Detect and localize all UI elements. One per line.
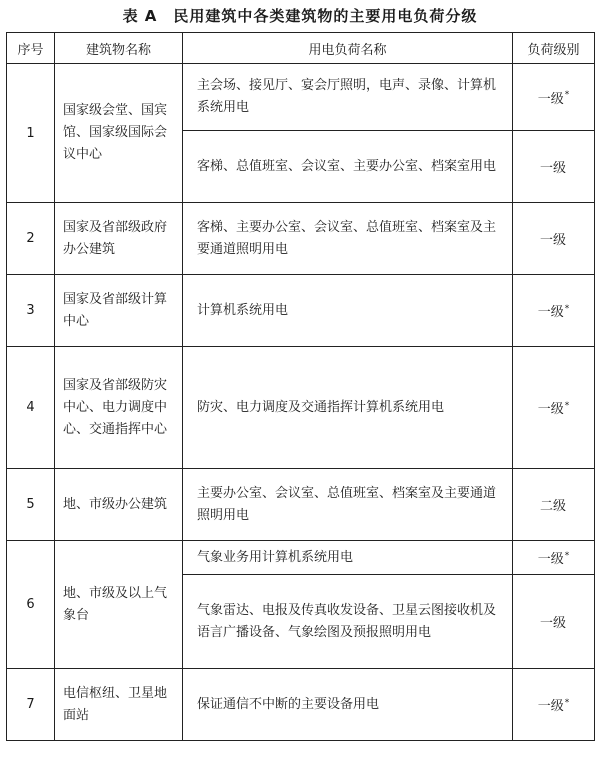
row-level: 二级 <box>513 469 595 541</box>
row-building: 国家及省部级政府办公建筑 <box>55 203 183 275</box>
row-building: 国家及省部级防灾中心、电力调度中心、交通指挥中心 <box>55 347 183 469</box>
table-row <box>7 64 595 131</box>
row-building: 地、市级办公建筑 <box>55 469 183 541</box>
table-row <box>7 203 595 275</box>
table-row <box>7 347 595 469</box>
row-seq: 5 <box>7 469 55 541</box>
row-seq: 7 <box>7 669 55 741</box>
table-row <box>7 669 595 741</box>
important-mark: * <box>564 303 570 314</box>
row-load: 计算机系统用电 <box>183 275 513 347</box>
table-row <box>7 469 595 541</box>
important-mark: * <box>564 400 570 411</box>
row-seq: 3 <box>7 275 55 347</box>
header-row <box>7 33 595 64</box>
row-level: 一级* <box>513 669 595 741</box>
row-load: 主会场、接见厅、宴会厅照明，电声、录像、计算机系统用电 <box>183 64 513 131</box>
row-level: 一级* <box>513 541 595 575</box>
row-level: 一级* <box>513 64 595 131</box>
table-title: 表 A 民用建筑中各类建筑物的主要用电负荷分级 <box>122 7 478 25</box>
row-load: 客梯、主要办公室、会议室、总值班室、档案室及主要通道照明用电 <box>183 203 513 275</box>
row-load: 客梯、总值班室、会议室、主要办公室、档案室用电 <box>183 131 513 203</box>
row-building: 国家级会堂、国宾馆、国家级国际会议中心 <box>55 64 183 203</box>
row-seq: 2 <box>7 203 55 275</box>
row-load: 主要办公室、会议室、总值班室、档案室及主要通道照明用电 <box>183 469 513 541</box>
header-seq: 序号 <box>7 33 55 64</box>
row-seq: 6 <box>7 541 55 669</box>
header-level: 负荷级别 <box>513 33 595 64</box>
row-seq: 1 <box>7 64 55 203</box>
row-building: 国家及省部级计算中心 <box>55 275 183 347</box>
row-level: 一级 <box>513 203 595 275</box>
header-building: 建筑物名称 <box>55 33 183 64</box>
row-level: 一级 <box>513 575 595 669</box>
table-row <box>7 275 595 347</box>
row-building: 电信枢纽、卫星地面站 <box>55 669 183 741</box>
row-level: 一级* <box>513 347 595 469</box>
row-seq: 4 <box>7 347 55 469</box>
row-load: 防灾、电力调度及交通指挥计算机系统用电 <box>183 347 513 469</box>
row-load: 保证通信不中断的主要设备用电 <box>183 669 513 741</box>
row-level: 一级* <box>513 275 595 347</box>
row-load: 气象业务用计算机系统用电 <box>183 541 513 575</box>
load-classification-table <box>6 32 595 741</box>
row-level: 一级 <box>513 131 595 203</box>
table-row <box>7 541 595 575</box>
row-load: 气象雷达、电报及传真收发设备、卫星云图接收机及语言广播设备、气象绘图及预报照明用电 <box>183 575 513 669</box>
important-mark: * <box>564 90 570 101</box>
important-mark: * <box>564 697 570 708</box>
header-load: 用电负荷名称 <box>183 33 513 64</box>
important-mark: * <box>564 550 570 561</box>
row-building: 地、市级及以上气象台 <box>55 541 183 669</box>
